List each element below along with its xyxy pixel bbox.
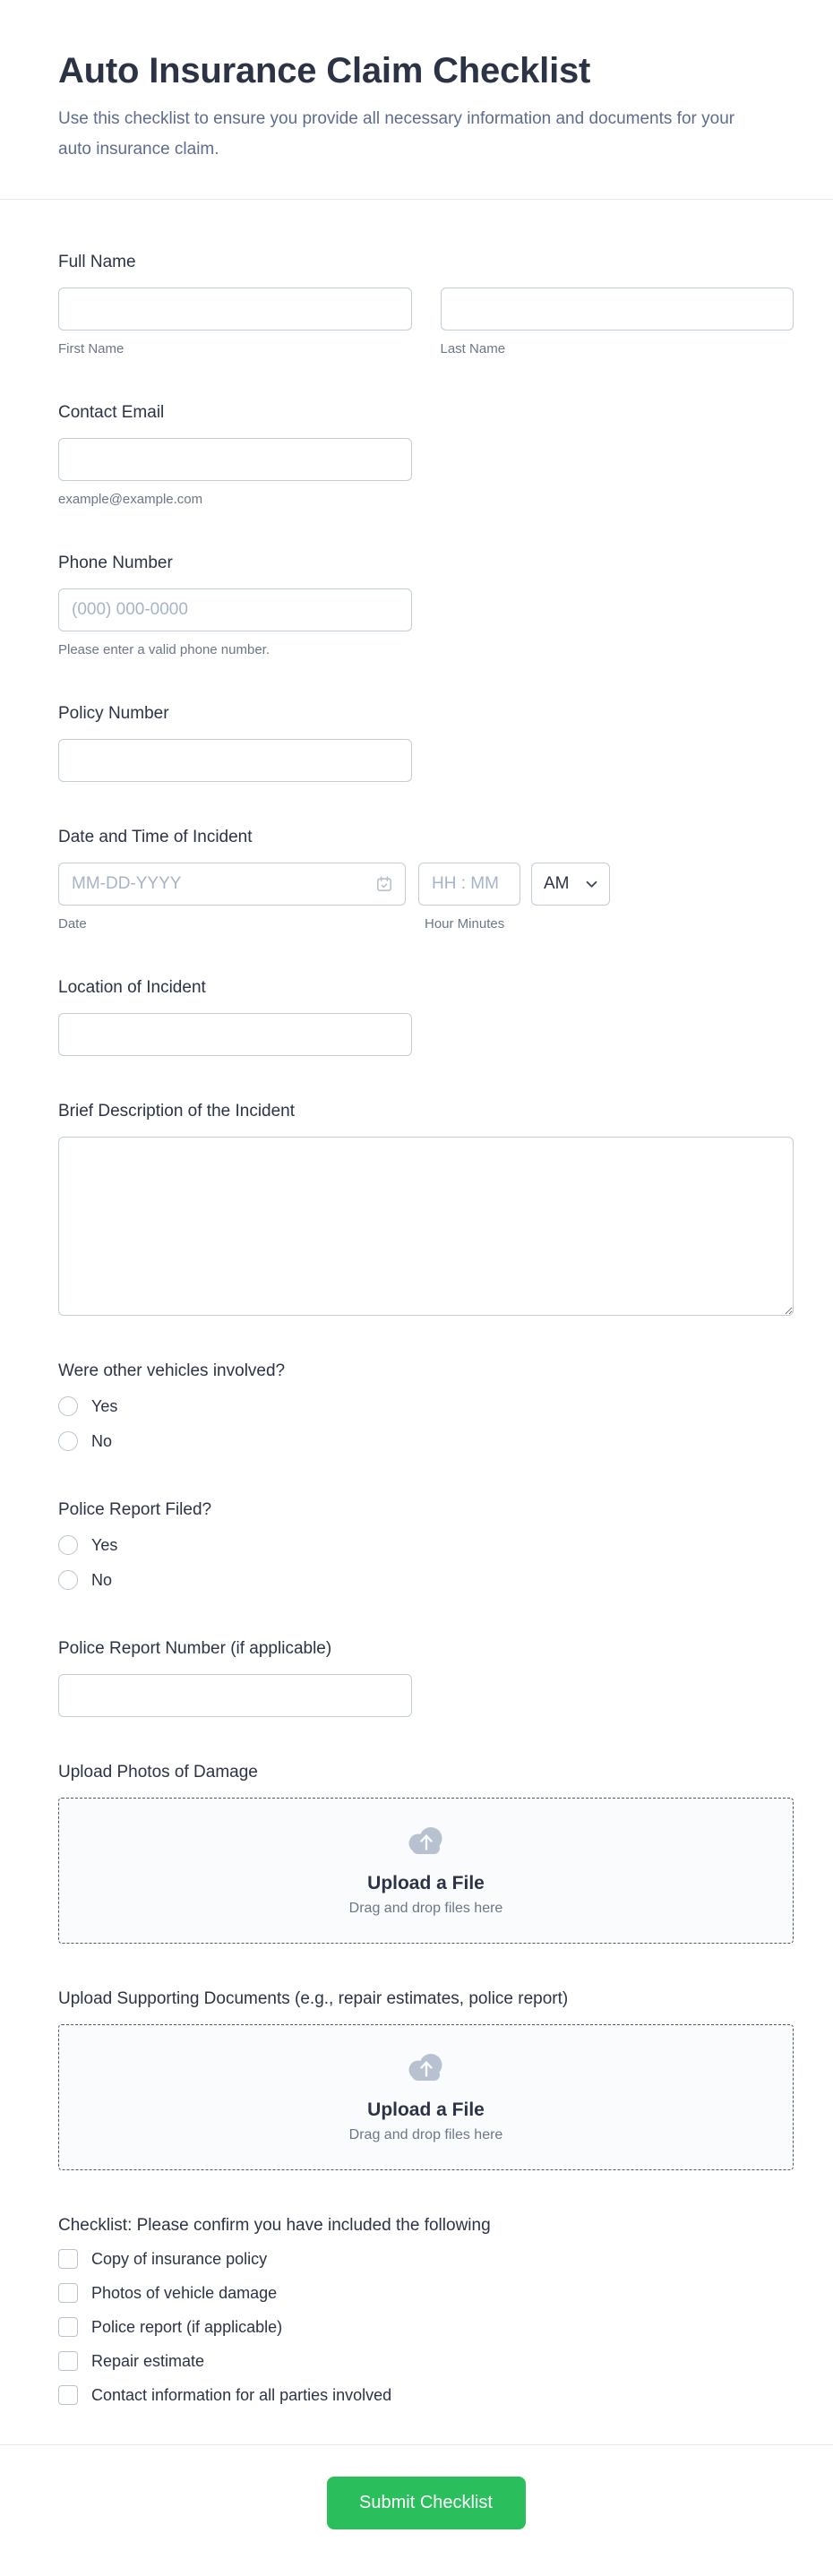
field-confirmation-checklist bbox=[58, 2215, 794, 2409]
description-label: Brief Description of the Incident bbox=[58, 1102, 296, 1121]
cloud-upload-icon bbox=[406, 2052, 447, 2082]
location-input[interactable] bbox=[58, 1013, 412, 1056]
checkbox-icon[interactable] bbox=[58, 2351, 78, 2371]
field-incident-description bbox=[58, 1101, 794, 1316]
field-police-report-number bbox=[58, 1638, 794, 1717]
field-other-vehicles bbox=[58, 1361, 794, 1455]
last-name-sublabel: Last Name bbox=[440, 341, 506, 356]
phone-label: Phone Number bbox=[58, 554, 173, 572]
field-upload-documents bbox=[58, 1988, 794, 2170]
email-hint: example@example.com bbox=[58, 492, 203, 507]
calendar-icon[interactable] bbox=[375, 875, 393, 893]
ampm-select[interactable] bbox=[531, 863, 610, 906]
checkbox-label: Police report (if applicable) bbox=[91, 2317, 283, 2336]
field-policy-number bbox=[58, 703, 794, 782]
police-report-number-input[interactable] bbox=[58, 1674, 412, 1717]
policy-number-label: Policy Number bbox=[58, 704, 169, 723]
radio-option-label: No bbox=[91, 1431, 113, 1450]
police-report-option-no[interactable] bbox=[58, 1567, 794, 1593]
time-input[interactable] bbox=[418, 863, 520, 906]
submit-section bbox=[0, 2445, 833, 2576]
upload-drag-hint: Drag and drop files here bbox=[348, 1900, 503, 1916]
upload-documents-label: Upload Supporting Documents (e.g., repair estimates, police report) bbox=[58, 1989, 569, 2008]
upload-documents-dropzone[interactable] bbox=[58, 2024, 794, 2170]
date-sublabel: Date bbox=[58, 916, 87, 932]
police-report-option-yes[interactable] bbox=[58, 1532, 794, 1558]
checkbox-icon[interactable] bbox=[58, 2283, 78, 2303]
checklist-item-contact-info[interactable] bbox=[58, 2382, 794, 2409]
other-vehicles-label: Were other vehicles involved? bbox=[58, 1361, 286, 1380]
page-title: Auto Insurance Claim Checklist bbox=[58, 51, 591, 90]
radio-option-label: Yes bbox=[91, 1396, 118, 1415]
checkbox-label: Contact information for all parties involved bbox=[91, 2385, 392, 2404]
phone-input[interactable] bbox=[58, 588, 412, 631]
radio-option-label: No bbox=[91, 1570, 113, 1589]
full-name-label: Full Name bbox=[58, 253, 136, 271]
form-header bbox=[0, 0, 833, 199]
form-subtitle: Use this checklist to ensure you provide all necessary information and documents for your auto insurance claim. bbox=[58, 109, 735, 159]
checkbox-label: Photos of vehicle damage bbox=[91, 2283, 278, 2302]
radio-button-icon[interactable] bbox=[58, 1396, 78, 1416]
other-vehicles-option-no[interactable] bbox=[58, 1428, 794, 1455]
field-full-name bbox=[58, 252, 794, 357]
phone-hint: Please enter a valid phone number. bbox=[58, 642, 270, 657]
radio-button-icon[interactable] bbox=[58, 1431, 78, 1451]
checklist-item-police-report[interactable] bbox=[58, 2314, 794, 2340]
checkbox-icon[interactable] bbox=[58, 2249, 78, 2269]
field-phone-number bbox=[58, 553, 794, 658]
field-upload-photos bbox=[58, 1762, 794, 1944]
datetime-label: Date and Time of Incident bbox=[58, 828, 253, 846]
other-vehicles-option-yes[interactable] bbox=[58, 1393, 794, 1420]
cloud-upload-icon bbox=[406, 1825, 447, 1855]
police-report-number-label: Police Report Number (if applicable) bbox=[58, 1639, 332, 1658]
time-sublabel: Hour Minutes bbox=[425, 916, 505, 932]
checkbox-label: Copy of insurance policy bbox=[91, 2249, 268, 2268]
field-incident-location bbox=[58, 977, 794, 1056]
field-contact-email bbox=[58, 402, 794, 508]
contact-email-label: Contact Email bbox=[58, 403, 165, 422]
checkbox-icon[interactable] bbox=[58, 2385, 78, 2405]
first-name-sublabel: First Name bbox=[58, 341, 125, 356]
chevron-down-icon bbox=[586, 880, 597, 889]
checkbox-label: Repair estimate bbox=[91, 2351, 205, 2370]
submit-button[interactable]: Submit Checklist bbox=[327, 2477, 526, 2529]
checklist-label: Checklist: Please confirm you have included the following bbox=[58, 2216, 491, 2235]
form-body bbox=[0, 200, 833, 2444]
description-textarea[interactable] bbox=[58, 1137, 794, 1316]
last-name-input[interactable] bbox=[441, 288, 794, 331]
upload-file-button-label: Upload a File bbox=[367, 1872, 485, 1893]
date-input[interactable] bbox=[58, 863, 406, 906]
checklist-item-repair-estimate[interactable] bbox=[58, 2348, 794, 2374]
first-name-input[interactable] bbox=[58, 288, 412, 331]
email-input[interactable] bbox=[58, 438, 412, 481]
upload-photos-dropzone[interactable] bbox=[58, 1798, 794, 1944]
radio-option-label: Yes bbox=[91, 1535, 118, 1554]
location-label: Location of Incident bbox=[58, 978, 206, 997]
field-incident-datetime bbox=[58, 827, 794, 932]
policy-number-input[interactable] bbox=[58, 739, 412, 782]
checkbox-icon[interactable] bbox=[58, 2317, 78, 2337]
checklist-item-insurance-policy[interactable] bbox=[58, 2245, 794, 2272]
ampm-value: AM bbox=[544, 874, 570, 893]
field-police-report-filed bbox=[58, 1499, 794, 1593]
upload-photos-label: Upload Photos of Damage bbox=[58, 1763, 258, 1782]
police-report-label: Police Report Filed? bbox=[58, 1500, 212, 1519]
checklist-item-vehicle-photos[interactable] bbox=[58, 2280, 794, 2306]
upload-file-button-label: Upload a File bbox=[367, 2099, 485, 2120]
radio-button-icon[interactable] bbox=[58, 1535, 78, 1555]
upload-drag-hint: Drag and drop files here bbox=[348, 2126, 503, 2142]
radio-button-icon[interactable] bbox=[58, 1570, 78, 1590]
